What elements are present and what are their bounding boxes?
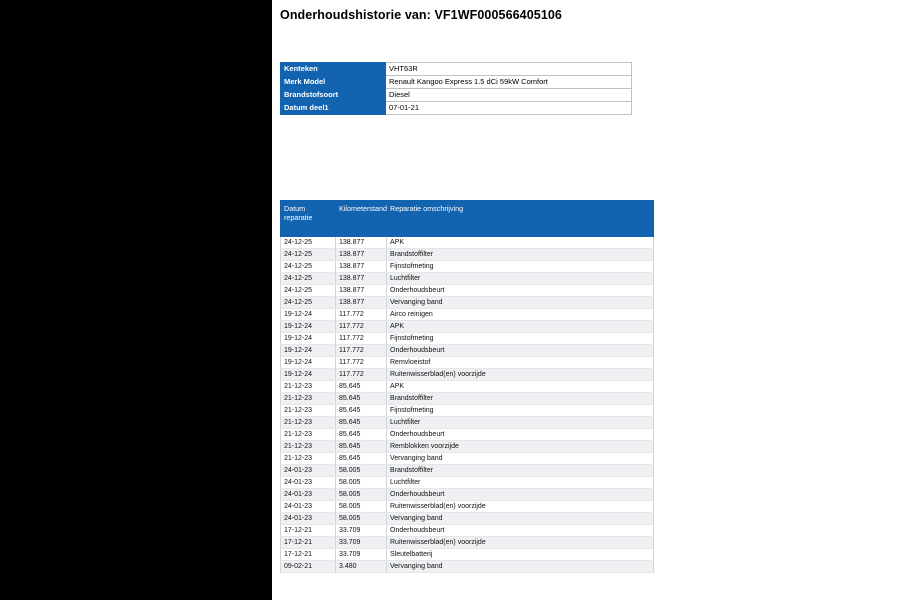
cell-mileage: 138.877 xyxy=(336,273,387,285)
cell-date: 21-12-23 xyxy=(281,405,336,417)
info-row-label: Merk Model xyxy=(281,76,386,89)
cell-description: Ruitenwisserblad(en) voorzijde xyxy=(387,369,654,381)
cell-mileage: 85.645 xyxy=(336,381,387,393)
cell-description: Brandstoffilter xyxy=(387,465,654,477)
table-row xyxy=(281,429,654,441)
cell-date: 19-12-24 xyxy=(281,333,336,345)
table-row xyxy=(281,501,654,513)
column-header-date: Datum reparatie xyxy=(281,201,336,237)
table-row xyxy=(281,525,654,537)
cell-mileage: 58.005 xyxy=(336,513,387,525)
cell-date: 17-12-21 xyxy=(281,549,336,561)
info-row-value: Renault Kangoo Express 1.5 dCi 59kW Comfort xyxy=(386,76,632,89)
cell-mileage: 138.877 xyxy=(336,261,387,273)
cell-mileage: 138.877 xyxy=(336,249,387,261)
table-row xyxy=(281,441,654,453)
table-row xyxy=(281,237,654,249)
column-header-description: Reparatie omschrijving xyxy=(387,201,654,237)
cell-mileage: 117.772 xyxy=(336,345,387,357)
cell-description: Fijnstofmeting xyxy=(387,261,654,273)
cell-description: Vervanging band xyxy=(387,561,654,573)
cell-mileage: 85.645 xyxy=(336,453,387,465)
cell-description: Onderhoudsbeurt xyxy=(387,429,654,441)
info-row xyxy=(281,63,632,76)
cell-description: Onderhoudsbeurt xyxy=(387,489,654,501)
cell-date: 19-12-24 xyxy=(281,321,336,333)
cell-date: 21-12-23 xyxy=(281,393,336,405)
cell-mileage: 138.877 xyxy=(336,237,387,249)
cell-mileage: 138.877 xyxy=(336,297,387,309)
cell-description: Airco reinigen xyxy=(387,309,654,321)
table-row xyxy=(281,549,654,561)
cell-mileage: 117.772 xyxy=(336,369,387,381)
info-row-label: Brandstofsoort xyxy=(281,89,386,102)
cell-date: 24-01-23 xyxy=(281,477,336,489)
cell-description: Luchtfilter xyxy=(387,273,654,285)
info-row-value: VHT63R xyxy=(386,63,632,76)
cell-date: 24-12-25 xyxy=(281,261,336,273)
table-row xyxy=(281,357,654,369)
maintenance-history-head xyxy=(281,201,654,237)
table-header-row xyxy=(281,201,654,237)
cell-date: 21-12-23 xyxy=(281,417,336,429)
cell-date: 24-01-23 xyxy=(281,489,336,501)
cell-date: 21-12-23 xyxy=(281,453,336,465)
cell-date: 24-12-25 xyxy=(281,273,336,285)
cell-description: Vervanging band xyxy=(387,453,654,465)
info-row xyxy=(281,89,632,102)
cell-date: 24-12-25 xyxy=(281,297,336,309)
cell-mileage: 85.645 xyxy=(336,405,387,417)
info-row xyxy=(281,76,632,89)
cell-description: Luchtfilter xyxy=(387,417,654,429)
cell-description: Remvloeistof xyxy=(387,357,654,369)
cell-description: Fijnstofmeting xyxy=(387,405,654,417)
cell-mileage: 58.005 xyxy=(336,489,387,501)
cell-mileage: 3.480 xyxy=(336,561,387,573)
cell-date: 21-12-23 xyxy=(281,381,336,393)
table-row xyxy=(281,309,654,321)
info-row-label: Datum deel1 xyxy=(281,102,386,115)
table-row xyxy=(281,513,654,525)
cell-description: Onderhoudsbeurt xyxy=(387,285,654,297)
cell-description: Luchtfilter xyxy=(387,477,654,489)
info-row-label: Kenteken xyxy=(281,63,386,76)
cell-date: 19-12-24 xyxy=(281,357,336,369)
cell-mileage: 117.772 xyxy=(336,357,387,369)
table-row xyxy=(281,489,654,501)
table-row xyxy=(281,321,654,333)
table-row xyxy=(281,381,654,393)
table-row xyxy=(281,465,654,477)
table-row xyxy=(281,561,654,573)
cell-date: 17-12-21 xyxy=(281,537,336,549)
table-row xyxy=(281,333,654,345)
cell-mileage: 138.877 xyxy=(336,285,387,297)
cell-date: 19-12-24 xyxy=(281,309,336,321)
cell-date: 21-12-23 xyxy=(281,429,336,441)
cell-mileage: 33.709 xyxy=(336,525,387,537)
cell-description: Ruitenwisserblad(en) voorzijde xyxy=(387,501,654,513)
cell-description: Sleutelbatterij xyxy=(387,549,654,561)
cell-mileage: 117.772 xyxy=(336,309,387,321)
table-row xyxy=(281,393,654,405)
cell-description: Remblokken voorzijde xyxy=(387,441,654,453)
cell-date: 24-12-25 xyxy=(281,249,336,261)
cell-mileage: 58.005 xyxy=(336,501,387,513)
table-row xyxy=(281,273,654,285)
info-row-value: Diesel xyxy=(386,89,632,102)
cell-description: APK xyxy=(387,237,654,249)
cell-description: APK xyxy=(387,321,654,333)
cell-mileage: 85.645 xyxy=(336,441,387,453)
cell-mileage: 58.005 xyxy=(336,465,387,477)
table-row xyxy=(281,297,654,309)
cell-mileage: 33.709 xyxy=(336,549,387,561)
cell-mileage: 33.709 xyxy=(336,537,387,549)
maintenance-history-body xyxy=(281,237,654,573)
cell-date: 24-01-23 xyxy=(281,465,336,477)
cell-description: Onderhoudsbeurt xyxy=(387,525,654,537)
table-row xyxy=(281,537,654,549)
cell-description: Fijnstofmeting xyxy=(387,333,654,345)
cell-date: 09-02-21 xyxy=(281,561,336,573)
info-row-value: 07-01-21 xyxy=(386,102,632,115)
cell-mileage: 85.645 xyxy=(336,393,387,405)
column-header-mileage: Kilometerstand xyxy=(336,201,387,237)
cell-description: Brandstoffilter xyxy=(387,249,654,261)
table-row xyxy=(281,417,654,429)
table-row xyxy=(281,405,654,417)
cell-mileage: 85.645 xyxy=(336,417,387,429)
table-row xyxy=(281,285,654,297)
vehicle-info-table xyxy=(280,62,632,115)
cell-date: 24-12-25 xyxy=(281,285,336,297)
cell-date: 19-12-24 xyxy=(281,345,336,357)
table-row xyxy=(281,249,654,261)
cell-mileage: 117.772 xyxy=(336,321,387,333)
cell-date: 21-12-23 xyxy=(281,441,336,453)
maintenance-history-table xyxy=(280,200,654,573)
cell-mileage: 85.645 xyxy=(336,429,387,441)
cell-description: APK xyxy=(387,381,654,393)
cell-date: 24-01-23 xyxy=(281,513,336,525)
document-page xyxy=(272,0,900,600)
cell-date: 17-12-21 xyxy=(281,525,336,537)
cell-mileage: 58.005 xyxy=(336,477,387,489)
table-row xyxy=(281,453,654,465)
cell-description: Vervanging band xyxy=(387,297,654,309)
page-title: Onderhoudshistorie van: VF1WF000566405106 xyxy=(280,8,562,22)
info-row xyxy=(281,102,632,115)
table-row xyxy=(281,369,654,381)
table-row xyxy=(281,261,654,273)
cell-description: Ruitenwisserblad(en) voorzijde xyxy=(387,537,654,549)
cell-description: Brandstoffilter xyxy=(387,393,654,405)
cell-mileage: 117.772 xyxy=(336,333,387,345)
cell-date: 24-12-25 xyxy=(281,237,336,249)
cell-date: 19-12-24 xyxy=(281,369,336,381)
cell-description: Onderhoudsbeurt xyxy=(387,345,654,357)
vehicle-info-body xyxy=(281,63,632,115)
table-row xyxy=(281,345,654,357)
cell-date: 24-01-23 xyxy=(281,501,336,513)
table-row xyxy=(281,477,654,489)
cell-description: Vervanging band xyxy=(387,513,654,525)
